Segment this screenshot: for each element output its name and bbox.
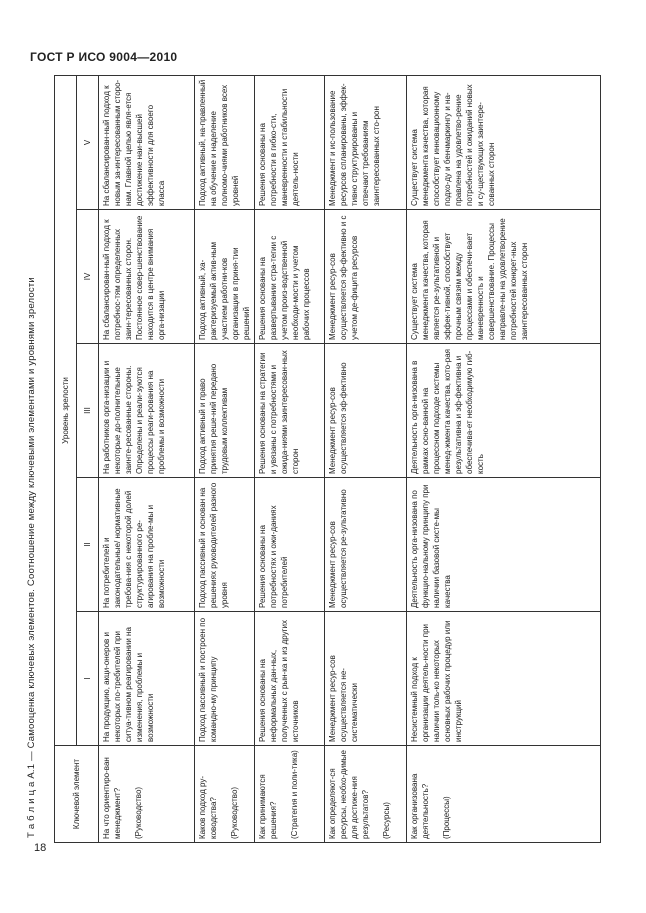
table-header-row bbox=[55, 75, 77, 842]
table-cell: Менеджмент ресур-сов осуществляется не-систематически bbox=[325, 612, 407, 746]
key-element-cell bbox=[99, 746, 195, 843]
table-row bbox=[99, 75, 195, 842]
key-category: (Стратегия и поли-тика) bbox=[290, 750, 299, 839]
maturity-table-container bbox=[54, 76, 600, 843]
level-label: II bbox=[77, 478, 99, 612]
table-cell: На сбалансирован-ный подход к потребнос-тям определенных заин-тересованных сторон. Постоянное совер-шенствование находится в центре внимания орга-низации bbox=[99, 210, 195, 344]
table-cell: Подход активный и право принятия реше-ний передано трудовым коллективам bbox=[195, 344, 255, 478]
document-header: ГОСТ Р ИСО 9004—2010 bbox=[30, 50, 178, 64]
table-cell: Деятельность орга-низована в рамках осно-ванной на процессном подходе системы менед-жмента качества, кото-рая результативна и эф-фективна и обеспечива-ет необходимую гиб-кость bbox=[407, 344, 601, 478]
table-cell: Несистемный подход к организации деятель-ности при наличии толь-ко некоторых основных рабочих процедур или инструкций bbox=[407, 612, 601, 746]
key-question: Каков подход ру-ководства? bbox=[198, 776, 218, 839]
key-question: Как организована деятельность? bbox=[410, 773, 430, 839]
key-question: Как определяют-ся ресурсы, необхо-димые для достиже-ния результатов? bbox=[328, 750, 370, 839]
table-cell: Менеджмент ресур-сов осуществляется эф-фективно и с учетом де-фицита ресурсов bbox=[325, 210, 407, 344]
table-caption: Т а б л и ц а А.1 — Самооценка ключевых элементов. Соотношение между ключевыми элементами и уровнями зрелости bbox=[26, 277, 37, 838]
table-cell: Решения основаны на развертывании стра-тегии с учетом произ-водственной необходи-мости и учетом рабочих процессов bbox=[255, 210, 325, 344]
key-question: Как принимаются решения? bbox=[258, 774, 278, 839]
table-cell: Решения основаны на потребностях и ожи-даниях потребителей bbox=[255, 478, 325, 612]
table-cell: Подход пассивный и основан на решениях руководителей разного уровня bbox=[195, 478, 255, 612]
key-element-cell bbox=[195, 746, 255, 843]
table-cell: Подход активный, ха-рактеризуемый актив-ным участием работни-ков организации в приня-тии решений bbox=[195, 210, 255, 344]
maturity-table bbox=[54, 75, 601, 843]
table-cell: Менеджмент ресур-сов осуществляется эф-фективно bbox=[325, 344, 407, 478]
table-row bbox=[325, 75, 407, 842]
table-row bbox=[407, 75, 601, 842]
key-element-cell bbox=[407, 746, 601, 843]
key-question: На что ориентиро-ван менеджмент? bbox=[102, 757, 122, 839]
key-element-header: Ключевой элемент bbox=[55, 746, 99, 843]
table-cell: Менеджмент ресур-сов осуществляется ре-зультативно bbox=[325, 478, 407, 612]
level-label: I bbox=[77, 612, 99, 746]
level-label: IV bbox=[77, 210, 99, 344]
table-cell: На продукцию, акци-онеров и некоторых по-требителей при ситуа-тивном реагировании на изменения, проблемы и возможности bbox=[99, 612, 195, 746]
table-cell: Деятельность орга-низована по функцио-нальному принципу при наличии базовой систе-мы качества bbox=[407, 478, 601, 612]
page-number: 18 bbox=[34, 842, 47, 854]
key-category: (Ресурсы) bbox=[382, 802, 391, 839]
table-cell: На работников орга-низации и некоторые до-полнительные заинте-ресованные стороны. Определены и реали-зуются процессы реаги-рования на проблемы и возможности bbox=[99, 344, 195, 478]
table-cell: Существует система менеджмента качества, которая способствует инновационному подхо-ду и бенчмаркингу и на-правлена на удовлетво-рение потребностей и ожиданий новых и су-ществующих заинтере-сованных сторон bbox=[407, 75, 601, 209]
table-cell: Решения основаны на потребности в гибко-сти, маневренности и стабильности деятель-ности bbox=[255, 75, 325, 209]
level-label: III bbox=[77, 344, 99, 478]
table-cell: Существует система менеджмента качества, которая является ре-зультативной и эффек-тивной, способствует прочным связям между процессами и обеспечи-вает маневренность и совершенствование. Процессы направле-ны на удовлетворение потребностей конкрет-ных заинтересованных сторон bbox=[407, 210, 601, 344]
table-cell: Решения основаны на стратегии и увязаны с потребностями и ожида-ниями заинтересован-ных сторон bbox=[255, 344, 325, 478]
table-row bbox=[195, 75, 255, 842]
table-cell: На сбалансирован-ный подход к новым за-интересованным сторо-нам. Главной целью явля-ется достижение наи-высшей эффективности для своего класса bbox=[99, 75, 195, 209]
table-cell: Менеджмент и ис-пользование ресурсов спланированы, эффек-тивно структурированы и отвечают требованиям заинтересованных сто-рон bbox=[325, 75, 407, 209]
table-cell: На потребителей и законодательные/ нормативные требова-ния с некоторой долей структурированного ре-агирования на пробле-мы и возможности bbox=[99, 478, 195, 612]
key-category: (Процессы) bbox=[442, 796, 451, 839]
key-element-cell bbox=[255, 746, 325, 843]
table-row bbox=[255, 75, 325, 842]
key-element-cell bbox=[325, 746, 407, 843]
level-labels-row bbox=[77, 75, 99, 842]
level-label: V bbox=[77, 75, 99, 209]
table-cell: Решения основаны на неформальных дан-ных, полученных с рын-ка и из других источников bbox=[255, 612, 325, 746]
key-category: (Руководство) bbox=[134, 786, 143, 839]
table-cell: Подход пассивный и построен по командно-му принципу bbox=[195, 612, 255, 746]
maturity-level-header: Уровень зрелости bbox=[55, 75, 77, 745]
key-category: (Руководство) bbox=[230, 786, 239, 839]
table-cell: Подход активный, на-правленный на обучение и наделение полномо-чиями работников всех уровней bbox=[195, 75, 255, 209]
